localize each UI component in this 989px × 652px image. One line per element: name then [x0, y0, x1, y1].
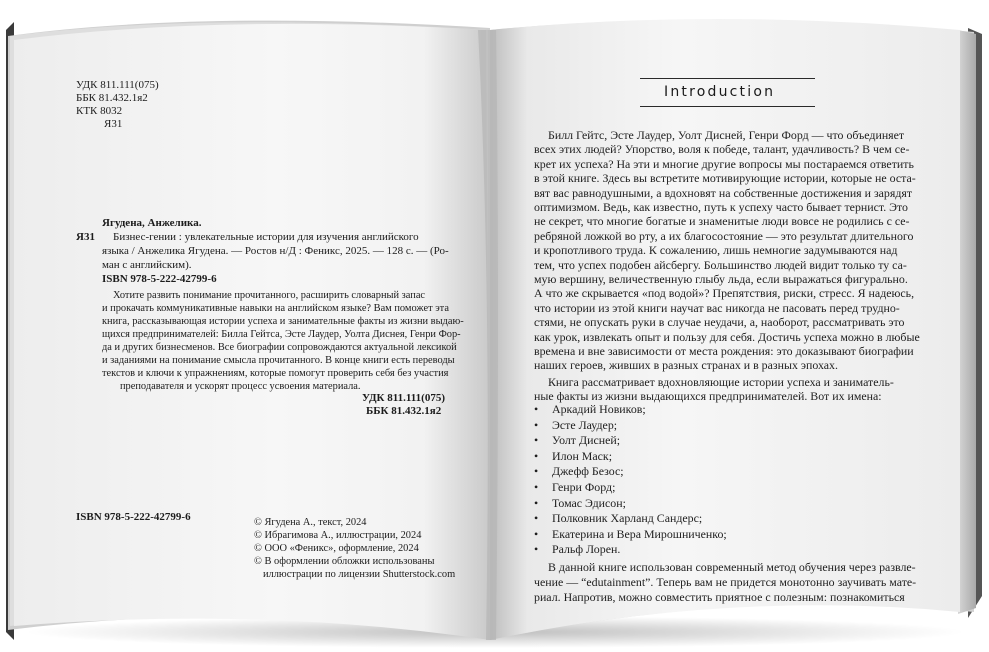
- paragraph-line: наших героев, живших в разных странах и в разных эпохах.: [534, 358, 838, 373]
- annotation-line-4: щихся предпринимателей: Билла Гейтса, Эсте Лаудер, Уолта Диснея, Генри Фор-: [102, 329, 461, 340]
- list-item: • Полковник Харланд Сандерс;: [534, 511, 703, 526]
- paragraph-line: в этой книге. Здесь вы встретите мотивирующие истории, которые не оста-: [534, 171, 916, 186]
- annotation-line-3: книга, рассказывающая истории успеха и занимательные факты из жизни выдаю-: [102, 316, 464, 327]
- closing-line: В данной книге использован современный метод обучения через развле-: [548, 560, 916, 574]
- bib-line-2: языка / Анжелика Ягудена. — Ростов н/Д : Феникс, 2025. — 128 с. — (Ро-: [102, 245, 449, 257]
- author-heading: Ягудена, Анжелика.: [102, 217, 202, 229]
- paragraph-line: мую вершину, величественную глыбу льда, если выражаться фигурально.: [534, 272, 908, 286]
- annotation-line-6: и заданиями на понимание смысла прочитанного. В конце книги есть переводы: [102, 355, 455, 366]
- classification-bbk: ББК 81.432.1я2: [76, 92, 148, 104]
- paragraph-line: что истории из этой книги научат вас никогда не пасовать перед трудно-: [534, 300, 900, 315]
- bib-line-1: Бизнес-гении : увлекательные истории для изучения английского: [113, 231, 419, 243]
- bib-line-3: ман с английским).: [102, 259, 192, 271]
- list-item: • Екатерина и Вера Мирошниченко;: [534, 526, 727, 541]
- author-code: Я31: [76, 231, 95, 243]
- paragraph-line: вят вас равнодушными, а вдохновят на собственные достижения и зарядят: [534, 185, 913, 200]
- list-item: • Уолт Дисней;: [534, 433, 621, 448]
- page-title: Introduction: [664, 84, 776, 100]
- paragraph-line: стями, не опускать руки в случае неудачи, а, наоборот, рассматривать это: [534, 315, 905, 330]
- classification-ktk: КТК 8032: [76, 105, 123, 117]
- list-item: • Ральф Лорен.: [534, 542, 621, 557]
- udk-right: УДК 811.111(075): [362, 392, 446, 404]
- classification-code: Я31: [104, 118, 123, 130]
- isbn-bottom: ISBN 978-5-222-42799-6: [76, 511, 191, 523]
- copyright-line-3: © ООО «Феникс», оформление, 2024: [254, 543, 419, 554]
- closing-line: чение — “edutainment”. Теперь вам не придется монотонно заучивать мате-: [534, 575, 917, 589]
- copyright-line-4: © В оформлении обложки использованы: [254, 556, 435, 567]
- closing-line: риал. Напротив, можно совместить приятное с полезным: познакомиться: [534, 590, 905, 604]
- annotation-line-8: преподавателя и ускорят процесс усвоения материала.: [120, 381, 361, 392]
- title-rule-top: [640, 78, 815, 79]
- paragraph-line: тем, что успех подобен айсбергу. Большинство людей видит только ту са-: [534, 257, 907, 272]
- paragraph-line: и кропотливого труда. К сожалению, лишь немногие задумываются над: [534, 243, 898, 258]
- list-item: • Генри Форд;: [534, 480, 616, 494]
- title-rule-bottom: [640, 106, 815, 107]
- bbk-right: ББК 81.432.1я2: [366, 405, 442, 417]
- paragraph-line: ребряной ложкой во рту, а их благосостояние — это результат длительного: [534, 228, 914, 243]
- copyright-line-1: © Ягудена А., текст, 2024: [254, 517, 367, 528]
- list-item: • Аркадий Новиков;: [534, 402, 646, 416]
- paragraph-line: не секрет, что многие богатые и знаменитые люди вовсе не родились с се-: [534, 214, 910, 229]
- paragraph-line: времена и вне зависимости от места рождения: это доказывают биографии: [534, 344, 914, 358]
- annotation-line-5: да и других бизнесменов. Все биографии сопровождаются актуальной лексикой: [102, 342, 457, 353]
- annotation-line-1: Хотите развить понимание прочитанного, расширить словарный запас: [113, 290, 426, 301]
- paragraph-line: оптимизмом. Ведь, как известно, путь к успеху часто бывает тернист. Это: [534, 200, 908, 214]
- paragraph-line: всех этих людей? Упорство, воля к победе, талант, удачливость? В чем се-: [534, 142, 910, 157]
- isbn: ISBN 978-5-222-42799-6: [102, 273, 217, 285]
- list-item: • Джефф Безос;: [534, 464, 624, 479]
- list-item: • Илон Маск;: [534, 448, 613, 463]
- paragraph-line: как урок, извлекать опыт и пользу для себя. Достичь успеха можно в любые: [534, 329, 920, 344]
- list-item: • Томас Эдисон;: [534, 495, 626, 510]
- copyright-line-5: иллюстрации по лицензии Shutterstock.com: [263, 569, 456, 580]
- annotation-line-2: и прокачать коммуникативные навыки на английском языке? Вам поможет эта: [102, 303, 449, 314]
- classification-udk: УДК 811.111(075): [76, 79, 159, 91]
- copyright-line-2: © Ибрагимова А., иллюстрации, 2024: [254, 530, 422, 541]
- list-item: • Эсте Лаудер;: [534, 417, 618, 432]
- annotation-line-7: текстов и ключи к упражнениям, которые помогут проверить себя без участия: [102, 368, 449, 379]
- paragraph-line: Билл Гейтс, Эсте Лаудер, Уолт Дисней, Генри Форд — что объединяет: [548, 128, 905, 142]
- paragraph-line: ные факты из жизни выдающихся предпринимателей. Вот их имена:: [534, 389, 882, 404]
- paragraph-line: Книга рассматривает вдохновляющие истории успеха и заниматель-: [548, 374, 894, 389]
- paragraph-line: А что же скрывается «под водой»? Препятствия, риски, стресс. Я надеюсь,: [534, 286, 915, 301]
- paragraph-line: крет их успеха? На эти и многие другие вопросы мы постараемся ответить: [534, 156, 914, 171]
